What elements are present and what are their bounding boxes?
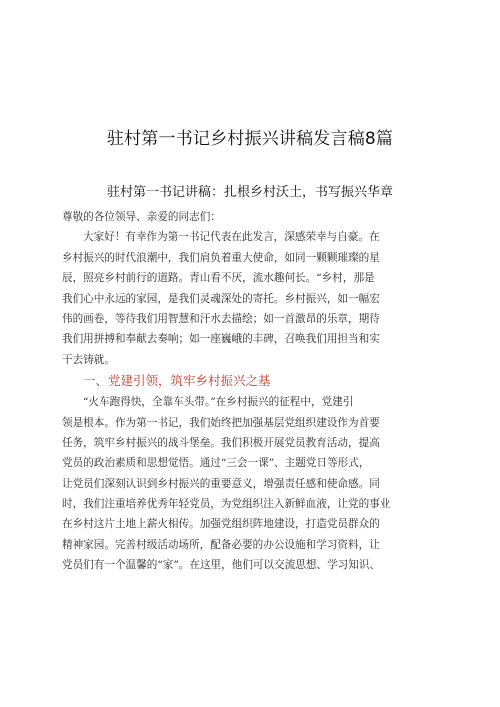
intro-line: 伟的画卷，等待我们用智慧和汗水去描绘；如一首激昂的乐章，期待 [62,312,380,325]
section-line: 领是根本。作为第一书记，我们始终把加强基层党组织建设作为首要 [62,416,380,429]
intro-line: 乡村振兴的时代浪潮中，我们肩负着重大使命，如同一颗颗璀璨的星 [62,251,380,264]
section-line: 任务，筑牢乡村振兴的战斗堡垒。我们积极开展党员教育活动，提高 [62,436,380,449]
intro-line: 我们用拼搏和奉献去奏响；如一座巍峨的丰碑，召唤我们用担当和实 [62,333,380,346]
document-subtitle: 驻村第一书记讲稿：扎根乡村沃土，书写振兴华章 [106,185,393,200]
section-line: 让党员们深刻认识到乡村振兴的重要意义，增强责任感和使命感。同 [62,477,380,490]
section-line: 时，我们注重培养优秀年轻党员，为党组织注入新鲜血液，让党的事业 [62,498,391,511]
section-line: “火车跑得快，全靠车头带。”在乡村振兴的征程中，党建引 [83,396,354,409]
section-heading: 一、党建引领，筑牢乡村振兴之基 [83,373,271,389]
intro-line: 大家好！有幸作为第一书记代表在此发言，深感荣幸与自豪。在 [83,231,380,244]
document-title: 驻村第一书记乡村振兴讲稿发言稿8篇 [106,129,394,149]
section-line: 在乡村这片土地上薪火相传。加强党组织阵地建设，打造党员群众的 [62,518,380,531]
section-line: 党员们有一个温馨的“家”。在这里，他们可以交流思想、学习知识、 [62,559,381,572]
intro-line: 干去铸就。 [62,353,115,366]
intro-line: 辰，照亮乡村前行的道路。青山看不厌，流水趣何长。“乡村，那是 [62,272,375,285]
intro-line: 我们心中永远的家园，是我们灵魂深处的寄托。乡村振兴，如一幅宏 [62,292,380,305]
section-line: 精神家园。完善村级活动场所，配备必要的办公设施和学习资料，让 [62,538,380,551]
greeting-line: 尊敬的各位领导、亲爱的同志们： [62,211,221,223]
section-line: 党员的政治素质和思想觉悟。通过“三会一课”、主题党日等形式， [62,457,370,470]
document-body [62,207,442,576]
